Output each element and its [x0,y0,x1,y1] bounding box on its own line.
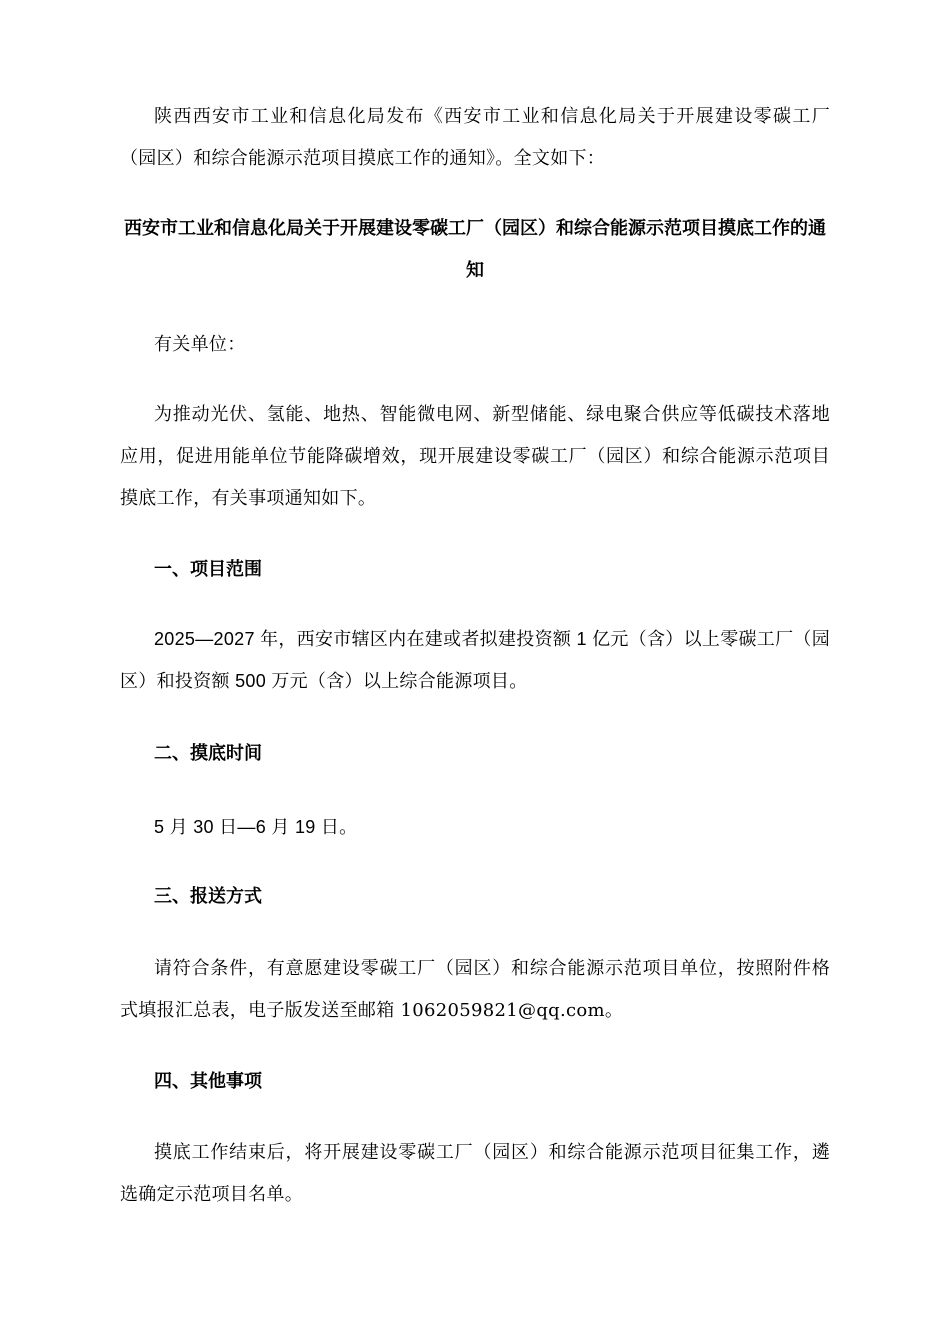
section-heading-scope: 一、项目范围 [154,559,262,580]
section-body-submission: 请符合条件，有意愿建设零碳工厂（园区）和综合能源示范项目单位，按照附件格式填报汇总表，电子版发送至邮箱 1062059821@qq.com。 [120,958,830,1021]
section-body-scope: 2025—2027 年，西安市辖区内在建或者拟建投资额 1 亿元（含）以上零碳工厂（园区）和投资额 500 万元（含）以上综合能源项目。 [120,629,830,691]
section-heading-submission: 三、报送方式 [154,886,262,907]
intro-paragraph: 陕西西安市工业和信息化局发布《西安市工业和信息化局关于开展建设零碳工厂（园区）和综合能源示范项目摸底工作的通知》。全文如下： [120,106,830,169]
salutation: 有关单位： [154,334,246,355]
section-body-time: 5 月 30 日—6 月 19 日。 [154,817,358,837]
section-body-other: 摸底工作结束后，将开展建设零碳工厂（园区）和综合能源示范项目征集工作，遴选确定示范项目名单。 [120,1142,830,1205]
document-title: 西安市工业和信息化局关于开展建设零碳工厂（园区）和综合能源示范项目摸底工作的通知 [124,218,826,281]
section-heading-time: 二、摸底时间 [154,743,262,764]
opening-paragraph: 为推动光伏、氢能、地热、智能微电网、新型储能、绿电聚合供应等低碳技术落地应用，促进用能单位节能降碳增效，现开展建设零碳工厂（园区）和综合能源示范项目摸底工作，有关事项通知如下。 [120,404,830,509]
section-heading-other: 四、其他事项 [154,1071,262,1092]
